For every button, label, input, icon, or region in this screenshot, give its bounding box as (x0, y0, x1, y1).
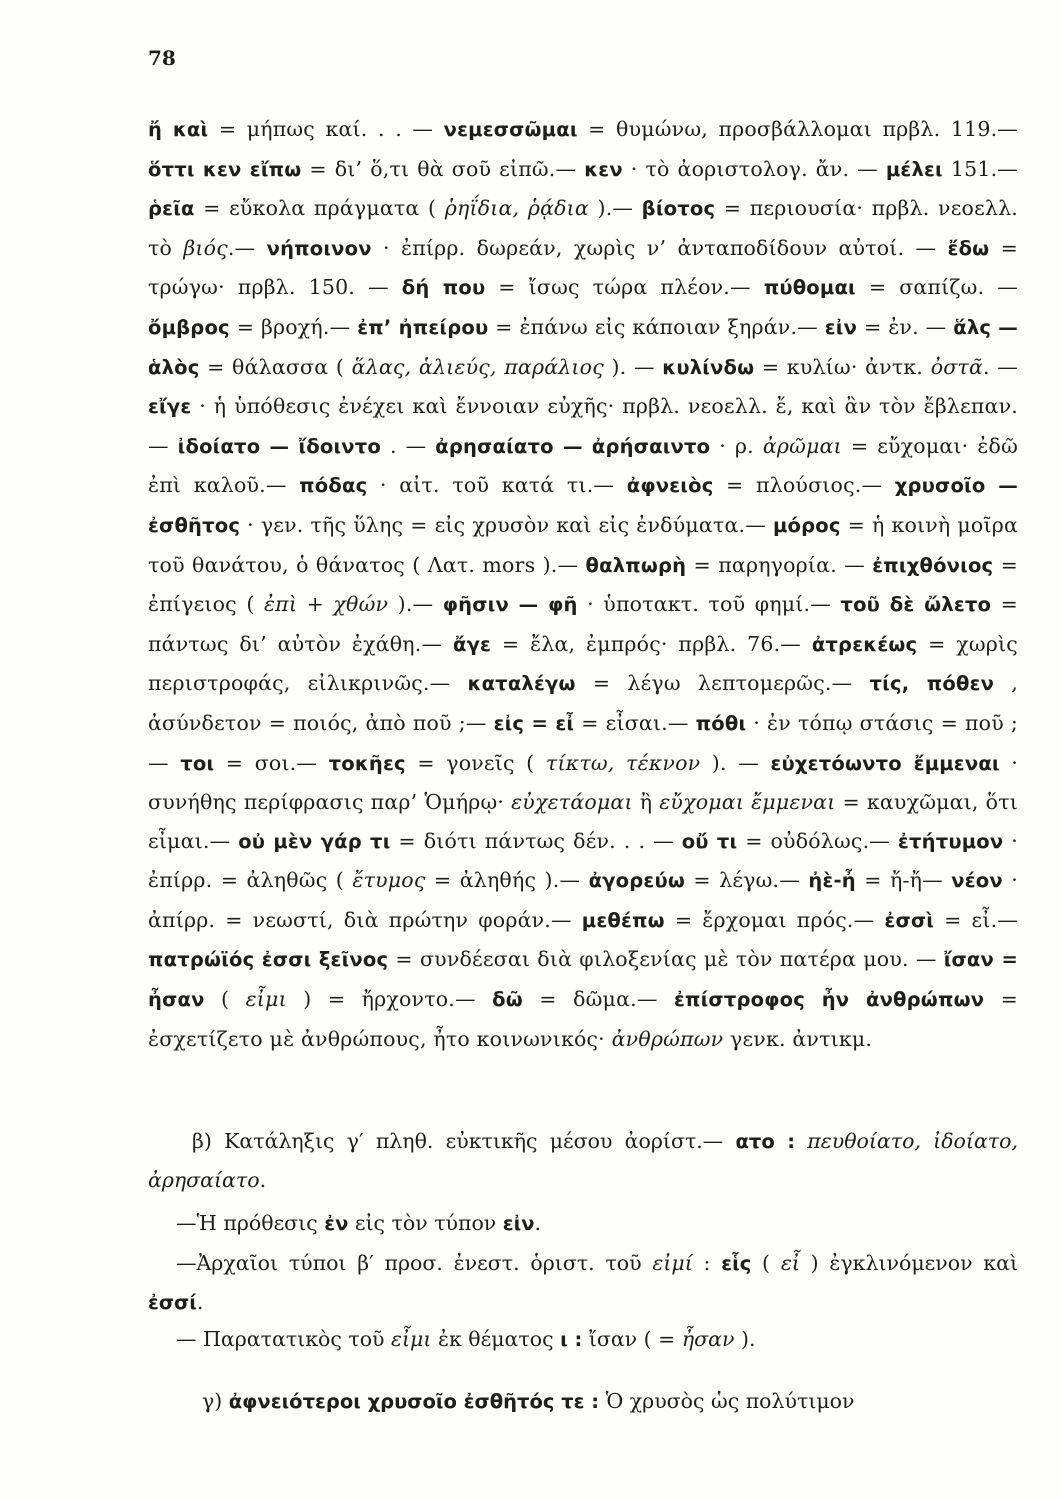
italic-term: εἶ (780, 1251, 800, 1275)
glossary-paragraph (148, 110, 1018, 1058)
headword: πόδας (299, 474, 368, 498)
headword: ι : (560, 1328, 583, 1351)
headword: βίοτος (641, 197, 716, 221)
headword: ἐσσί (148, 1291, 197, 1314)
headword: μέλει (885, 157, 943, 181)
gloss-text: = εἶ.— (934, 907, 1018, 932)
gloss-text: ). — (700, 750, 771, 775)
headword: ἀγορεύω (588, 869, 685, 893)
headword: ἐσσὶ (884, 908, 935, 932)
gloss-text: . — (983, 354, 1019, 379)
headword: νήποινον (266, 236, 372, 260)
italic-term: ἀρῶμαι (762, 433, 842, 458)
gloss-text: · ἡ ὑπόθεσις ἐνέχει καὶ ἔννοιαν εὐχῆς· πρβλ. νεοελλ. ἔ, καὶ ἂν τὸν ἔβλεπαν.— (148, 394, 1018, 458)
headword: νέον (951, 869, 1003, 893)
headword: ἀφνειότεροι χρυσοῖο ἐσθῆτός τε : (228, 1390, 600, 1413)
gloss-text: = δῶμα.— (522, 987, 674, 1012)
headword: μεθέπω (581, 908, 665, 932)
headword: καταλέγω (467, 672, 576, 696)
headword: τοῦ δὲ ὤλετο (840, 593, 992, 617)
gloss-text: γενκ. ἀντικμ. (723, 1026, 873, 1051)
headword: τοκῆες (328, 751, 406, 775)
gloss-text: ).— (588, 196, 642, 221)
gloss-text: = περιουσία· πρβλ. νεοελλ. τὸ (148, 196, 1019, 260)
italic-term: ῥηΐδια, ῥᾴδια (444, 196, 589, 221)
gloss-text: —Ἡ πρόθεσις (176, 1211, 325, 1235)
gloss-text: = βροχή.— (229, 314, 358, 339)
headword: εὐχετόωντο ἔμμεναι (770, 751, 1000, 775)
headword: ἐπιχθόνιος (872, 553, 994, 577)
gloss-text: — Παρατατικὸς τοῦ (176, 1327, 392, 1351)
gloss-text: ) = ἤρχοντο.— (286, 987, 493, 1012)
gloss-text: 151.— (942, 156, 1018, 181)
section-archaioi-typoi-note (148, 1244, 1018, 1322)
headword: εἰν (824, 315, 858, 339)
headword: πατρώϊός ἐσσι ξεῖνος (148, 948, 389, 972)
gloss-text: : (692, 1251, 722, 1275)
gloss-text: = γονεῖς ( (405, 750, 546, 775)
italic-term: πευθοίατο, ἰδοίατο, ἀρησαίατο (148, 1129, 1018, 1192)
headword: ἠὲ-ἦ (808, 869, 856, 893)
gloss-text: . (534, 1211, 542, 1235)
headword: πύθομαι (763, 276, 856, 300)
gloss-text: = σοι.— (214, 750, 329, 775)
headword: οὐ μὲν γάρ τι (238, 829, 391, 853)
gloss-text: = καυχῶμαι, ὅτι εἶμαι.— (148, 790, 1018, 853)
italic-term: ἐπὶ + χθών (263, 592, 389, 617)
headword: ατο : (735, 1130, 796, 1153)
gloss-text: · ὑποτακτ. τοῦ φημί.— (577, 592, 841, 617)
gloss-text: · γεν. τῆς ὕλης = εἰς χρυσὸν καὶ εἰς ἐνδύματα.— (240, 512, 773, 537)
gloss-text: = χωρὶς περιστροφάς, εἰλικρινῶς.— (148, 631, 1018, 696)
headword: ἤ καὶ (148, 118, 209, 141)
gloss-text: = πλούσιος.— (713, 473, 895, 498)
headword: εἴγε (148, 395, 192, 419)
headword: τίς, πόθεν (869, 672, 995, 696)
gloss-text: β) Κατάληξις γ′ πληθ. εὐκτικῆς μέσου ἀορίστ.— (192, 1129, 736, 1153)
gloss-text: ).— (388, 592, 443, 617)
headword: δή που (401, 276, 486, 300)
gloss-text: = οὐδόλως.— (737, 828, 898, 853)
headword: ἐτήτυμον (897, 829, 1004, 853)
gloss-text: = μήπως καί. . . — (208, 117, 444, 141)
gloss-text: = ἐσχετίζετο μὲ ἀνθρώπους, ἦτο κοινωνικός· (148, 987, 1019, 1051)
headword: ἰδοίατο — ἴδοιντο (177, 434, 381, 458)
italic-term: ἅλας, ἁλιεύς, παράλιος (351, 354, 604, 379)
gloss-text: . (196, 1290, 204, 1314)
gloss-text (795, 1129, 807, 1153)
gloss-text: .— (227, 235, 267, 260)
gloss-text: ) ἐγκλινόμενον καὶ (799, 1251, 1019, 1275)
headword: ἐπ’ ἠπείρου (357, 315, 489, 339)
gloss-text: · ἐπίρρ. = ἀληθῶς ( (148, 828, 1018, 893)
italic-term: τίκτω, τέκνον (545, 750, 701, 775)
headword: ἄγε (452, 632, 492, 656)
gloss-text: ). (734, 1327, 756, 1351)
gloss-text: = ἀληθής ).— (425, 868, 589, 893)
headword: τοι (180, 751, 215, 775)
headword: θαλπωρὴ (585, 553, 687, 577)
gloss-text: = ἔλα, ἐμπρός· πρβλ. 76.— (491, 631, 812, 656)
headword: μόρος (772, 513, 841, 537)
headword: ὅττι κεν εἴπω (148, 157, 302, 181)
gloss-text: γ) (202, 1389, 229, 1413)
gloss-text: = θάλασσα ( (199, 354, 352, 379)
gloss-text: = δι’ ὅ,τι θὰ σοῦ εἰπῶ.— (301, 156, 585, 181)
headword: ὄμβρος (148, 315, 230, 339)
gloss-text: = συνδέεσαι διὰ φιλοξενίας μὲ τὸν πατέρα μου. — (388, 947, 944, 972)
section-prothesis-note (148, 1204, 1018, 1243)
gloss-text: = παρηγορία. — (686, 552, 873, 577)
gloss-text: · συνήθης περίφρασις παρ’ Ὁμήρῳ· (148, 750, 1018, 815)
italic-term: ἔτυμος (352, 868, 426, 893)
section-gamma-note (148, 1382, 1018, 1421)
italic-term: εἶμι (245, 987, 287, 1012)
headword: οὔ τι (681, 829, 738, 853)
gloss-text: ( (751, 1251, 781, 1275)
gloss-text: ( (204, 987, 246, 1012)
gloss-text: = σαπίζω. — (855, 275, 1018, 300)
gloss-text: = ἐπάνω εἰς κάποιαν ξηράν.— (488, 314, 825, 339)
headword: ἐν (324, 1212, 349, 1235)
gloss-text: = ἔρχομαι πρός.— (664, 907, 885, 932)
gloss-text: = λέγω λεπτομερῶς.— (575, 671, 870, 696)
gloss-text: = ἐπίγειος ( (148, 552, 1018, 617)
gloss-text: Ὁ χρυσὸς ὡς πολύτιμον (599, 1389, 855, 1413)
headword: ἀτρεκέως (811, 632, 918, 656)
italic-term: βιός (183, 235, 228, 260)
gloss-text: = εὔκολα πράγματα ( (194, 196, 445, 221)
gloss-text: · αἰτ. τοῦ κατά τι.— (367, 473, 627, 498)
gloss-text: = θυμώνω, προσβάλλομαι πρβλ. 119.— (577, 117, 1018, 141)
section-paratatikos-note (148, 1320, 1018, 1359)
italic-term: εἰμί (652, 1251, 693, 1275)
gloss-text: ἢ (632, 790, 660, 815)
gloss-text: ). — (603, 354, 663, 379)
gloss-text: = διότι πάντως δέν. . . — (390, 828, 682, 853)
gloss-text: εἰς τὸν τύπον (348, 1211, 503, 1235)
headword: χρυσοῖο — ἐσθῆτος (148, 474, 1018, 537)
headword: ῥεῖα (148, 197, 195, 221)
headword: ἅλς — ἁλὸς (148, 315, 1018, 379)
italic-term: ἀνθρώπων (611, 1026, 724, 1051)
gloss-text: = εὔχομαι· ἐδῶ ἐπὶ καλοῦ.— (148, 433, 1018, 498)
gloss-text: · ἐν τόπῳ στάσις = ποῦ ; — (148, 710, 1018, 775)
section-beta-note (148, 1122, 1018, 1199)
headword: εἰς = εἶ (493, 711, 575, 735)
headword: ἀφνειὸς (626, 474, 714, 498)
gloss-text: · ἀπίρρ. = νεωστί, διὰ πρώτην φοράν.— (148, 868, 1018, 932)
gloss-text: = κυλίω· ἀντκ. (754, 354, 931, 379)
italic-term: ἦσαν (681, 1327, 735, 1351)
gloss-text: —Ἀρχαῖοι τύποι β′ προσ. ἐνεστ. ὁριστ. τοῦ (176, 1251, 653, 1275)
gloss-text: · ἐπίρρ. δωρεάν, χωρὶς ν’ ἀνταποδίδουν αὐτοί. — (371, 235, 948, 260)
gloss-text: = ἴσως τώρα πλέον.— (485, 275, 764, 300)
gloss-text: , ἀσύνδετον = ποιός, ἀπὸ ποῦ ;— (148, 671, 1019, 735)
headword: ἴσαν = ἦσαν (148, 948, 1018, 1012)
headword: φῆσιν — φῆ (442, 593, 578, 617)
gloss-text: ἐκ θέματος (431, 1327, 561, 1351)
italic-term: ὀστᾶ (930, 354, 984, 379)
gloss-text: = λέγω.— (684, 868, 809, 893)
italic-term: εἶμι (391, 1327, 432, 1351)
gloss-text: . — (380, 433, 436, 458)
gloss-text: = ἤ-ἤ— (855, 868, 952, 893)
gloss-text: = ἡ κοινὴ μοῖρα τοῦ θανάτου, ὁ θάνατος ( Λατ. mors ).— (148, 512, 1019, 577)
gloss-text: = ἐν. — (857, 314, 954, 339)
headword: εἰν (502, 1212, 535, 1235)
italic-term: εὐχετάομαι (511, 790, 633, 815)
headword: κεν (584, 157, 623, 181)
gloss-text: · τὸ ἀοριστολογ. ἄν. — (622, 156, 886, 181)
italic-term: εὔχομαι ἔμμεναι (659, 790, 836, 815)
headword: κυλίνδω (662, 355, 755, 379)
headword: εἷς (721, 1252, 752, 1275)
gloss-text: · ρ. (710, 433, 763, 458)
page-number: 78 (148, 46, 176, 70)
gloss-text: = τρώγω· πρβλ. 150. — (148, 235, 1018, 300)
headword: νεμεσσῶμαι (443, 118, 578, 141)
gloss-text: = πάντως δι’ αὐτὸν ἐχάθη.— (148, 592, 1019, 656)
gloss-text: = εἶσαι.— (574, 710, 696, 735)
headword: ἔδω (947, 236, 990, 260)
headword: ἀρησαίατο — ἀρήσαιντο (435, 434, 711, 458)
gloss-text: . (259, 1168, 267, 1192)
gloss-text: ἴσαν ( = (582, 1327, 682, 1351)
headword: δῶ (492, 988, 523, 1012)
headword: πόθι (695, 711, 747, 735)
headword: ἐπίστροφος ἦν ἀνθρώπων (673, 988, 985, 1012)
